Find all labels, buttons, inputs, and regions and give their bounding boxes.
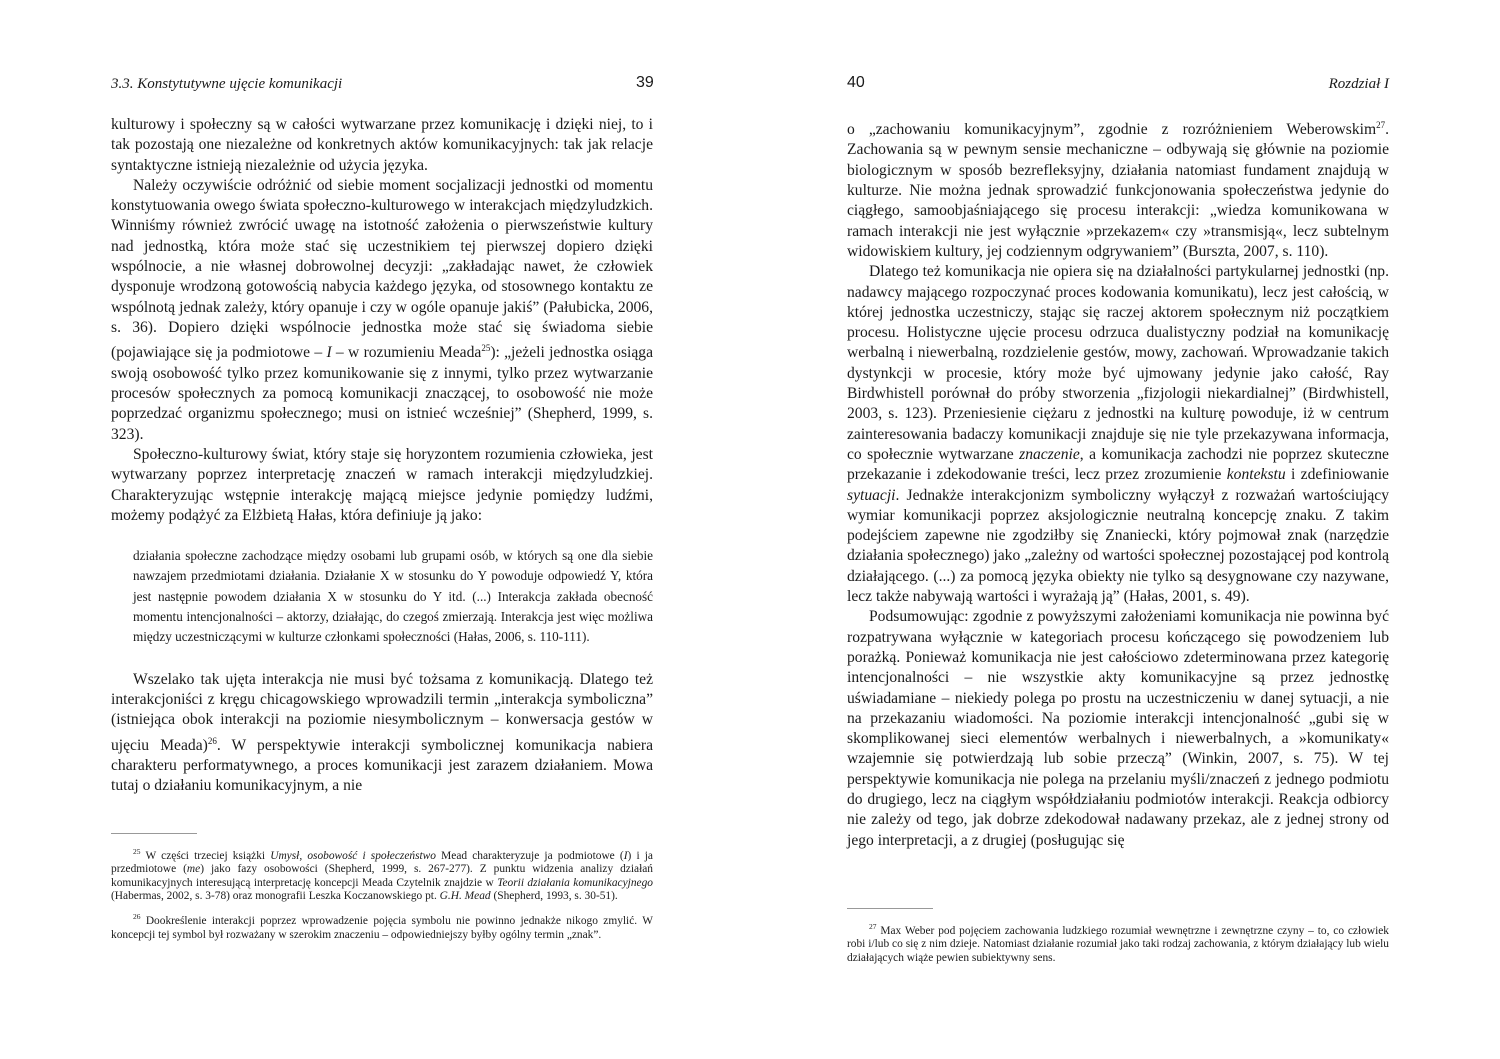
italic-run: G.H. Mead [439,890,491,903]
text-run: ) jako fazy osobowości (Shepherd, 1999, s. 267-277). Z punktu widzenia analizy działań komunikacyjnych interesującą interpretację koncepcji Meada Czytelnik znajdzie w [111,863,653,889]
text-run: Dookreślenie interakcji poprzez wprowadzenie pojęcia symbolu nie powinno jednakże nikogo zmylić. W koncepcji tej symbol był rozważany w szerokim znaczeniu – odpowiedniejszy byłby ogólny termin „znak”. [111,915,653,941]
footnote-ref[interactable]: 27 [1376,120,1386,130]
italic-run: I [326,344,332,362]
footnote-ref[interactable]: 26 [207,735,217,746]
paragraph [847,115,1389,262]
text-run: (Habermas, 2002, s. 3-78) oraz monografii Leszka Koczanowskiego pt. [111,890,440,903]
footnote-number: 27 [869,922,877,931]
text-run: Mead charakteryzuje ja podmiotowe ( [435,849,624,862]
text-run: , a komunikacja zachodzi nie poprzez skuteczne przekazanie i zdekodowanie treści, lecz przez zrozumienie [847,445,1389,484]
text-run: Dlatego też komunikacja nie opiera się na działalności partykularnej jednostki (np. nadawcy mającego rozpoczynać proces kodowania komunikatu), lecz jest całością, w której jednostka uczestniczy, stając się raczej aktorem społecznym niż początkiem procesu. Holistyczne ujęcie procesu odrzuca dualistyczny podział na komunikację werbalną i niewerbalną, rozdzielenie gestów, mowy, zachowań. Wprowadzanie takich dystynkcji w procesie, który może być ujmowany jedynie jako całość, Ray Birdwhistell porównał do próby stworzenia „fizjologii niekardialnej” (Birdwhistell, 2003, s. 123). Przeniesienie ciężaru z jednostki na kulturę powoduje, iż w centrum zainteresowania badaczy komunikacji znajduje się nie tyle przekazywana informacja, co społecznie wytwarzane [847,263,1389,463]
italic-run: Teorii działania komunikacyjnego [497,876,653,889]
paragraph [847,262,1389,607]
paragraph: Podsumowując: zgodnie z powyższymi założeniami komunikacja nie powinna być rozpatrywana wyłącznie w kategoriach procesu kończącego się powodzeniem lub porażką. Ponieważ komunikacja nie jest całościowo zdeterminowana przez kategorię intencjonalności – nie wszystkie akty komunikacyjne są przez jednostkę uświadamiane – niekiedy polega po prostu na uczestniczeniu w danej sytuacji, a nie na przekazaniu wiadomości. Na poziomie interakcji intencjonalność „gubi się w skomplikowanej sieci elementów werbalnych i niewerbalnych, a »komunikaty« wzajemnie się potwierdzają lub sobie przeczą” (Winkin, 2007, s. 75). W tej perspektywie komunikacja nie polega na przelaniu myśli/znaczeń z jednego podmiotu do drugiego, lecz na ciągłym współdziałaniu podmiotów interakcji. Reakcja odbiorcy nie zależy od tego, jak dobrze zdekodował nadawany przekaz, ale z jednej strony od jego interpretacji, a z drugiej (posługując się [847,608,1389,849]
text-run: o „zachowaniu komunikacyjnym”, zgodnie z rozróżnieniem Weberowskim [847,121,1377,139]
running-title: 3.3. Konstytutywne ujęcie komunikacji [111,76,343,92]
footnotes [847,920,1389,972]
text-run: Max Weber pod pojęciem zachowania ludzkiego rozumiał wewnętrzne i zewnętrzne czyny – to, co człowiek robi i/lub co się z nim dzieje. Natomiast działanie rozumiał jako taki rodzaj zachowania, z którym działający lub wielu działających wiąże pewien subiektywny sens. [847,924,1389,964]
paragraph [111,176,653,445]
running-title: Rozdział I [1328,76,1389,92]
body-text [111,115,653,797]
text-run: W części trzeciej książki [140,849,271,862]
body-text [847,115,1389,851]
italic-run: me [186,863,201,876]
text-run: i zdefiniowanie [1285,466,1389,484]
footnote-divider [111,833,197,834]
page-number: 39 [636,74,654,91]
paragraph: kulturowy i społeczny są w całości wytwarzane przez komunikację i dzięki niej, to i tak pozostają one niezależne od konkretnych aktów komunikacyjnych: tak jak relacje syntaktyczne istnieją niezależnie od użycia języka. [111,116,653,174]
italic-run: kontekstu [1226,466,1286,484]
footnote [111,910,653,942]
text-run: ) i ja przedmiotowe ( [111,849,653,876]
paragraph [111,670,653,797]
page-number: 40 [847,74,865,91]
text-run: (Shepherd, 1993, s. 30-51). [490,890,618,903]
text-run: . W perspektywie interakcji symbolicznej komunikacja nabiera charakteru performatywnego, a proces komunikacji jest zarazem działaniem. Mowa tutaj o działaniu komunikacyjnym, a nie [111,736,653,795]
italic-run: sytuacji [847,486,896,504]
text-run: . Jednakże interakcjonizm symboliczny wyłączył z rozważań wartościujący wymiar komunikacji poprzez aksjologicznie neutralną koncepcję znaku. Z takim podejściem zapewne nie zgodziłby się Znaniecki, który pojmował znak (narzędzie działania społecznego) jako „zależny od wartości społecznej pozostającej pod kontrolą działającego. (...) za pomocą języka obiekty nie tylko są desygnowane czy nazywane, lecz także nabywają wartości i wyrażają ją” (Hałas, 2001, s. 49). [847,486,1389,606]
footnote [111,845,653,903]
text-run: – w rozumieniu Meada [331,344,482,362]
footnote [847,920,1389,965]
text-run: Wszelako tak ujęta interakcja nie musi być tożsama z komunikacją. Dlatego też interakcjoniści z kręgu chicagowskiego wprowadzili termin „interakcja symboliczna” (istniejąca obok interakcji na poziomie niesymbolicznym – konwersacja gestów w ujęciu Meada) [111,670,653,754]
italic-run: znaczenie [1019,445,1080,463]
text-run: Należy oczywiście odróżnić od siebie moment socjalizacji jednostki od momentu konstytuowania owego świata społeczno-kulturowego w interakcjach międzyludzkich. Winniśmy również zwrócić uwagę na istotność założenia o pierwszeństwie kultury nad jednostką, która może stać się uczestnikiem tej pierwszej dopiero dzięki wspólnocie, a nie własnej dobrowolnej decyzji: „zakładając nawet, że człowiek dysponuje wrodzoną gotowością nabycia każdego języka, od stosownego kontaktu ze wspólnotą jednak zależy, który opanuje i czy w ogóle opanuje jakiś” (Pałubicka, 2006, s. 36). Dopiero dzięki wspólnocie jednostka może stać się świadoma siebie (pojawiające się ja podmiotowe – [111,176,653,362]
italic-run: I [623,849,628,862]
block-quote: działania społeczne zachodzące między osobami lub grupami osób, w których są one dla siebie nawzajem przedmiotami działania. Działanie X w stosunku do Y powoduje odpowiedź Y, która jest następnie powodem działania X w stosunku do Y itd. (...) Interakcja zakłada obecność momentu intencjonalności – aktorzy, działając, do czegoś zmierzają. Interakcja jest więc możliwa między uczestniczącymi w kulturze członkami społeczności (Hałas, 2006, s. 110-111). [133,548,653,645]
italic-run: Umysł, osobowość i społeczeństwo [270,849,436,862]
footnote-ref[interactable]: 25 [481,343,491,354]
paragraph: Społeczno-kulturowy świat, który staje się horyzontem rozumienia człowieka, jest wytwarzany poprzez interpretację znaczeń w ramach interakcji międzyludzkiej. Charakteryzując wstępnie interakcję mającą miejsce jedynie pomiędzy ludźmi, możemy podążyć za Elżbietą Hałas, która definiuje ją jako: [111,445,653,524]
footnote-number: 26 [133,912,141,922]
footnote-number: 25 [133,847,141,856]
text-run: ): „jeżeli jednostka osiąga swoją osobowość tylko przez komunikowanie się z innymi, tylko przez wytwarzanie procesów społecznych za pomocą komunikacji znaczącej, to osobowość nie może poprzedzać organizmu społecznego; musi on istnieć wcześniej” (Shepherd, 1999, s. 323). [111,344,653,443]
footnotes [111,845,653,949]
text-run: . Zachowania są w pewnym sensie mechaniczne – odbywają się głównie na poziomie biologicznym w sposób bezrefleksyjny, działania natomiast fundament znajdują w kulturze. Nie można jednak sprowadzić funkcjonowania społeczeństwa jedynie do ciągłego, samoobjaśniającego się procesu interakcji: „wiedza komunikowana w ramach interakcji nie jest wyłącznie »przekazem« czy »transmisją«, lecz subtelnym widowiskiem kultury, jej codziennym odgrywaniem” (Burszta, 2007, s. 110). [847,121,1389,260]
right-page [750,0,1500,1059]
footnote-divider [847,908,933,909]
